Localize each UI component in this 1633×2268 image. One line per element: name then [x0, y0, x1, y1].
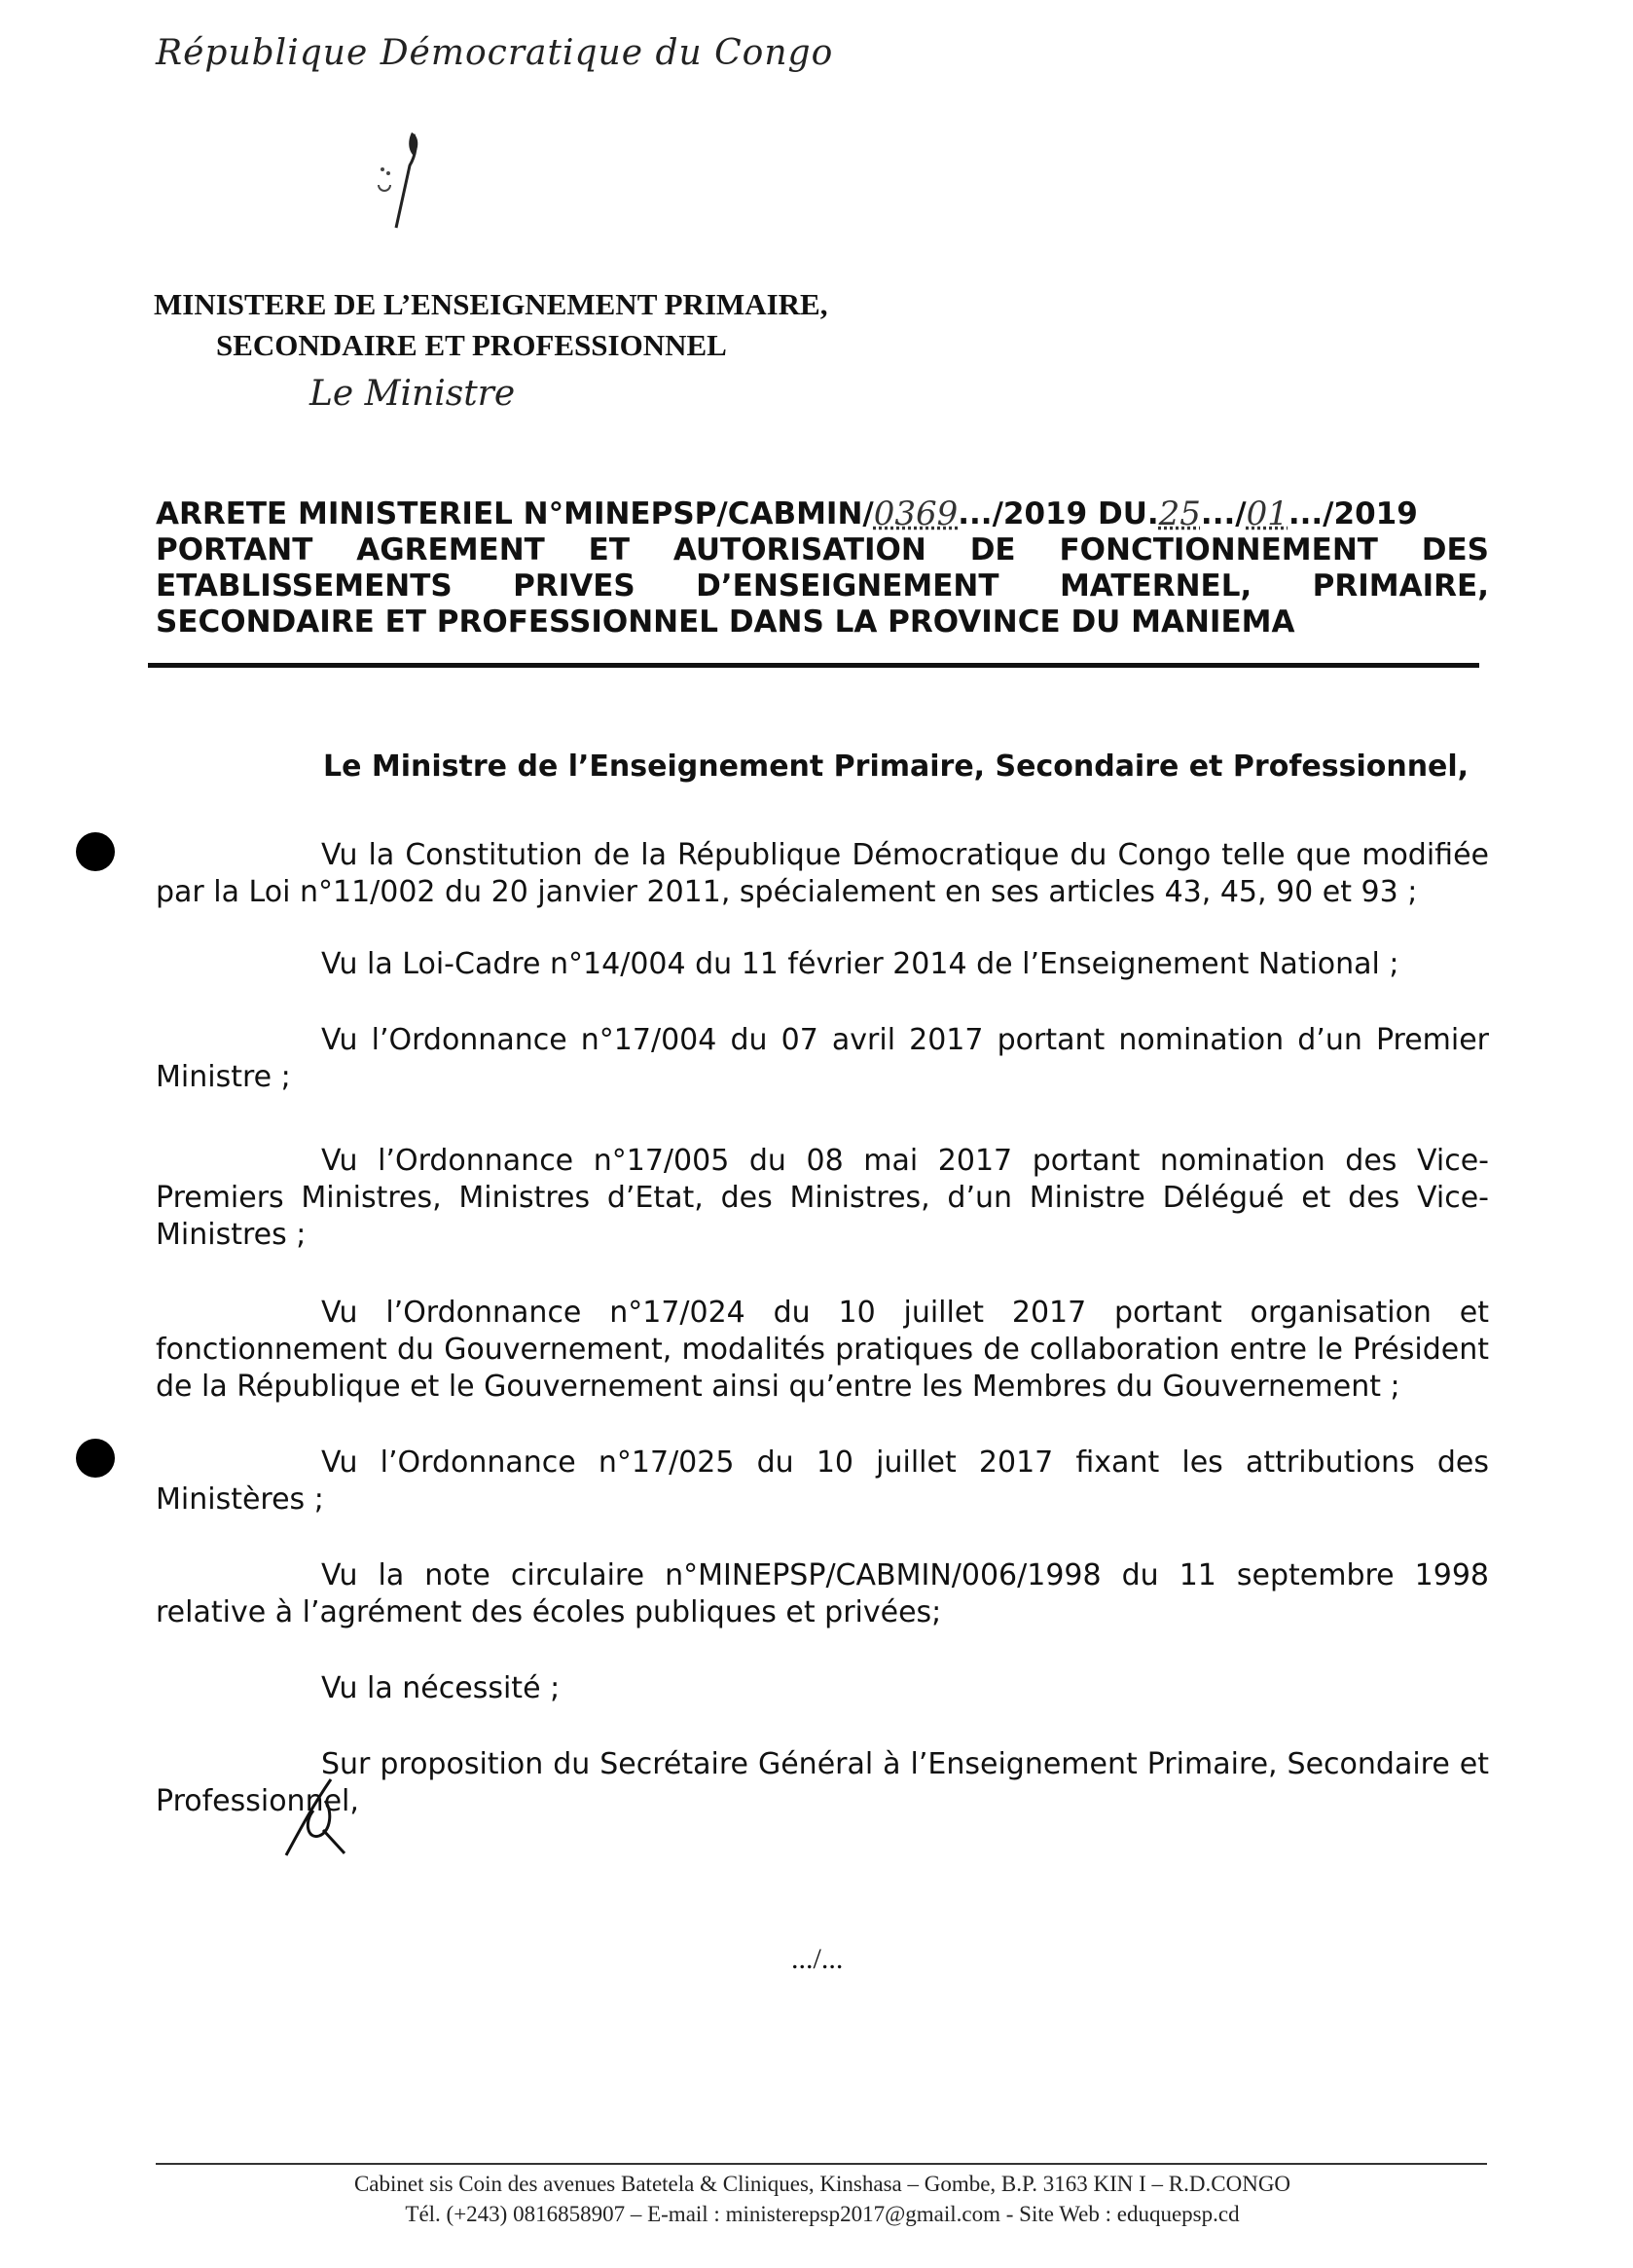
punch-hole-icon: [76, 832, 115, 871]
footer-contact: Tél. (+243) 0816858907 – E-mail : ministerepsp2017@gmail.com - Site Web : eduquepsp.cd: [405, 2202, 1240, 2226]
decree-number: 0369: [873, 494, 959, 533]
footer: [156, 2169, 1489, 2229]
decree-sep3: .../2019: [1288, 496, 1418, 531]
handwritten-initials-icon: [280, 1772, 358, 1859]
decree-word: ET: [588, 532, 630, 567]
decree-word: MATERNEL,: [1059, 568, 1252, 604]
decree-title: [156, 496, 1489, 640]
visa-paragraph: Vu l’Ordonnance n°17/024 du 10 juillet 2017 portant organisation et fonctionnement du Gouvernement, modalités pratiques de collaboration entre le Président de la République et le Gouvernement ainsi qu’entre les Membres du Gouvernement ;: [156, 1296, 1489, 1404]
emblem-icon: [375, 127, 433, 234]
decree-day: 25: [1158, 494, 1201, 533]
visa-paragraph: Vu la note circulaire n°MINEPSP/CABMIN/006/1998 du 11 septembre 1998 relative à l’agrément des écoles publiques et privées;: [156, 1558, 1489, 1629]
decree-word: PRIMAIRE,: [1312, 568, 1489, 604]
visa-paragraph: Sur proposition du Secrétaire Général à l’Enseignement Primaire, Secondaire et Professionnel,: [156, 1747, 1489, 1818]
country-header: République Démocratique du Congo: [156, 33, 834, 73]
decree-month: 01: [1246, 494, 1288, 533]
decree-sep2: .../: [1200, 496, 1247, 531]
decree-word: PRIVES: [513, 568, 635, 604]
ministry-line-1: MINISTERE DE L’ENSEIGNEMENT PRIMAIRE,: [154, 287, 828, 321]
decree-word: DES: [1421, 532, 1489, 567]
decree-word: AUTORISATION: [672, 532, 926, 567]
decree-year-sep: .../2019 DU.: [958, 496, 1159, 531]
decree-line-4: SECONDAIRE ET PROFESSIONNEL DANS LA PROVINCE DU MANIEMA: [156, 604, 1295, 640]
minister-signature: Le Ministre: [309, 374, 516, 414]
decree-word: DE: [969, 532, 1016, 567]
decree-word: AGREMENT: [356, 532, 545, 567]
punch-hole-icon: [76, 1439, 115, 1478]
continuation-mark: .../...: [791, 1943, 844, 1975]
visa-paragraph: Vu la nécessité ;: [321, 1671, 561, 1705]
ministry-block: [154, 284, 827, 366]
decree-word: PORTANT: [156, 532, 313, 567]
decree-word: ETABLISSEMENTS: [156, 568, 453, 604]
decree-prefix: ARRETE MINISTERIEL N°MINEPSP/CABMIN/: [156, 496, 874, 531]
visa-paragraph: Vu la Constitution de la République Démocratique du Congo telle que modifiée par la Loi n°11/002 du 20 janvier 2011, spécialement en ses articles 43, 45, 90 et 93 ;: [156, 838, 1489, 909]
footer-divider: [156, 2163, 1487, 2165]
preamble-body: [156, 837, 1489, 1820]
decree-line-1: [156, 496, 1489, 532]
decree-line-2: [156, 532, 1489, 568]
visa-paragraph: Vu l’Ordonnance n°17/005 du 08 mai 2017 portant nomination des Vice-Premiers Ministres, Ministres d’Etat, des Ministres, d’un Ministre Délégué et des Vice-Ministres ;: [156, 1144, 1489, 1252]
visa-paragraph: Vu la Loi-Cadre n°14/004 du 11 février 2014 de l’Enseignement National ;: [321, 947, 1399, 981]
preamble-heading: Le Ministre de l’Enseignement Primaire, Secondaire et Professionnel,: [323, 750, 1470, 784]
visa-paragraph: Vu l’Ordonnance n°17/025 du 10 juillet 2017 fixant les attributions des Ministères ;: [156, 1445, 1489, 1517]
decree-word: FONCTIONNEMENT: [1059, 532, 1378, 567]
visa-paragraph: Vu l’Ordonnance n°17/004 du 07 avril 2017 portant nomination d’un Premier Ministre ;: [156, 1023, 1489, 1094]
ministry-line-2: SECONDAIRE ET PROFESSIONNEL: [216, 328, 727, 362]
title-divider: [148, 663, 1479, 668]
decree-word: D’ENSEIGNEMENT: [696, 568, 999, 604]
footer-address: Cabinet sis Coin des avenues Batetela & Cliniques, Kinshasa – Gombe, B.P. 3163 KIN I – R.D.CONGO: [353, 2172, 1291, 2196]
decree-line-3: [156, 568, 1489, 604]
